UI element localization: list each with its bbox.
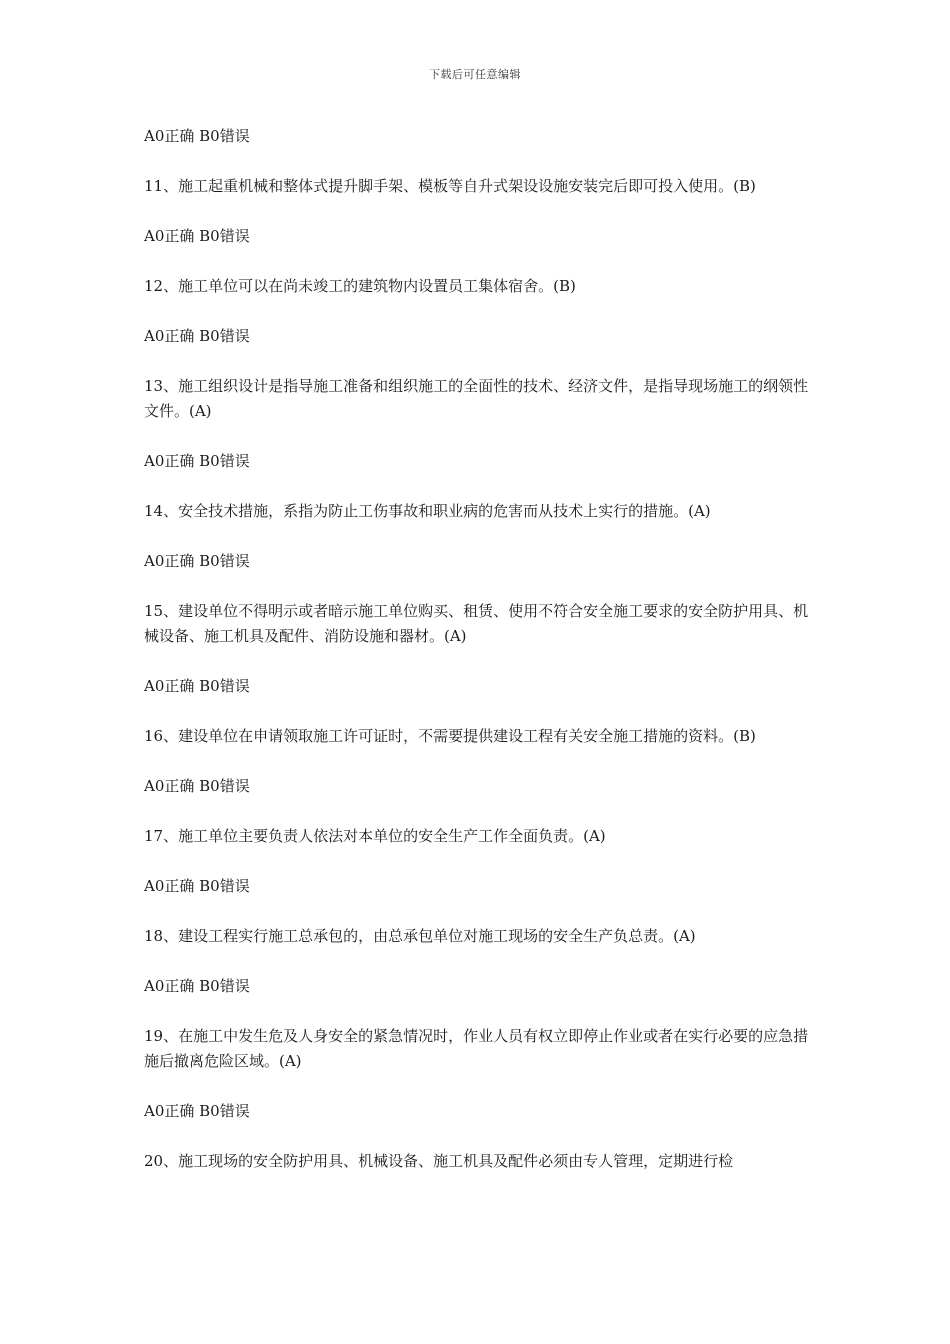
page-header: 下载后可任意编辑 (429, 68, 521, 81)
answer-options: A0正确 B0错误 (144, 327, 250, 345)
answer-options: A0正确 B0错误 (144, 677, 250, 695)
question-11: 11、施工起重机械和整体式提升脚手架、模板等自升式架设设施安装完后即可投入使用。(B) (144, 177, 756, 195)
question-17: 17、施工单位主要负责人依法对本单位的安全生产工作全面负责。(A) (144, 827, 606, 845)
answer-options: A0正确 B0错误 (144, 777, 250, 795)
answer-options: A0正确 B0错误 (144, 452, 250, 470)
answer-options: A0正确 B0错误 (144, 127, 250, 145)
answer-options: A0正确 B0错误 (144, 877, 250, 895)
question-18: 18、建设工程实行施工总承包的，由总承包单位对施工现场的安全生产负总责。(A) (144, 927, 696, 945)
question-14: 14、安全技术措施，系指为防止工伤事故和职业病的危害而从技术上实行的措施。(A) (144, 502, 711, 520)
document-body (144, 124, 810, 1199)
question-12: 12、施工单位可以在尚未竣工的建筑物内设置员工集体宿舍。(B) (144, 277, 576, 295)
question-16: 16、建设单位在申请领取施工许可证时，不需要提供建设工程有关安全施工措施的资料。(B) (144, 727, 756, 745)
question-13: 13、施工组织设计是指导施工准备和组织施工的全面性的技术、经济文件，是指导现场施工的纲领性文件。(A) (144, 377, 809, 420)
question-20: 20、施工现场的安全防护用具、机械设备、施工机具及配件必须由专人管理，定期进行检 (144, 1152, 734, 1170)
answer-options: A0正确 B0错误 (144, 552, 250, 570)
question-15: 15、建设单位不得明示或者暗示施工单位购买、租赁、使用不符合安全施工要求的安全防护用具、机械设备、施工机具及配件、消防设施和器材。(A) (144, 602, 809, 645)
question-19: 19、在施工中发生危及人身安全的紧急情况时，作业人员有权立即停止作业或者在实行必要的应急措施后撤离危险区域。(A) (144, 1027, 809, 1070)
answer-options: A0正确 B0错误 (144, 1102, 250, 1120)
answer-options: A0正确 B0错误 (144, 227, 250, 245)
answer-options: A0正确 B0错误 (144, 977, 250, 995)
